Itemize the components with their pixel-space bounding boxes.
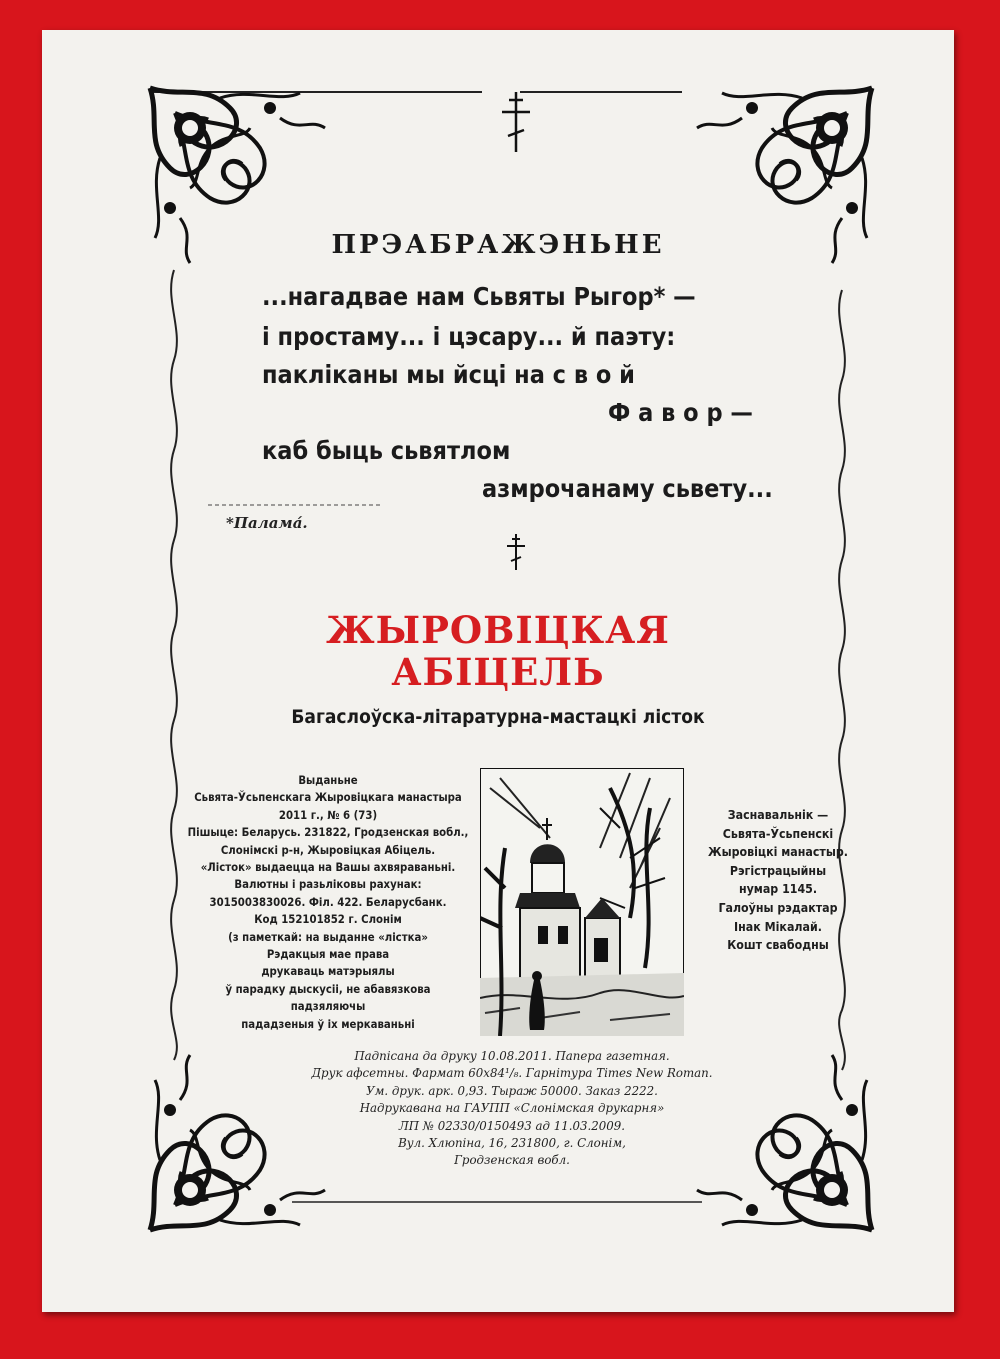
- imprint-line: Надрукавана на ГАУПП «Слонімская друкарня»: [359, 1101, 665, 1116]
- founder-info-line: нумар 1145.: [738, 882, 818, 897]
- publisher-info-line: ў парадку дыскусіі, не абавязкова: [225, 982, 431, 996]
- publisher-info-line: 2011 г., № 6 (73): [278, 808, 378, 822]
- poem-line-4: Ф а в о р —: [608, 398, 753, 427]
- orthodox-cross-icon: [502, 92, 530, 152]
- imprint-line: Друк афсетны. Фармат 60x84¹/₈. Гарнітура Times New Roman.: [311, 1066, 713, 1081]
- imprint-line: Падпісана да друку 10.08.2011. Папера газетная.: [354, 1049, 670, 1063]
- poem-line-3: пакліканы мы йсці на с в о й: [262, 360, 635, 389]
- publisher-info-line: «Лісток» выдаецца на Вашы ахвяраваньні.: [200, 861, 456, 875]
- imprint-line: Вул. Хлюпіна, 16, 231800, г. Слонім,: [398, 1136, 626, 1151]
- publisher-info-line: Сьвята-Ўсьпенскага Жыровіцкага манастыра: [194, 791, 462, 805]
- page-title: ПРЭАБРАЖЭНЬНЕ: [331, 230, 665, 260]
- publisher-info-line: 3015003830026. Філ. 422. Беларусбанк.: [209, 895, 447, 909]
- publisher-info-line: друкаваць матэрыялы: [261, 965, 395, 979]
- imprint-line: ЛП № 02330/0150493 ад 11.03.2009.: [398, 1118, 626, 1133]
- publisher-info-line: Пішыце: Беларусь. 231822, Гродзенская вобл.,: [187, 826, 469, 840]
- founder-info-line: Рэгістрацыйны: [729, 863, 827, 878]
- brand-title-line-2: АБІЦЕЛЬ: [391, 650, 605, 694]
- leaflet-subtitle: Багаслоўска-літаратурна-мастацкі лісток: [291, 706, 705, 728]
- imprint-line: Гродзенская вобл.: [454, 1153, 570, 1168]
- publisher-info-line: (з паметкай: на выданне «лістка»: [228, 930, 428, 944]
- founder-info-line: Кошт свабодны: [727, 938, 829, 953]
- monastery-church-illustration: [480, 768, 684, 1036]
- founder-info-line: Заснавальнік —: [727, 808, 829, 822]
- publisher-info-line: Валютны і разьліковы рахунак:: [234, 878, 422, 892]
- poem-line-6: азмрочанаму сьвету...: [482, 474, 773, 503]
- publisher-info-line: Выданьне: [298, 774, 358, 787]
- publisher-info-line: Код 152101852 г. Слонім: [254, 913, 402, 927]
- publisher-info-line: Слонімскі р-н, Жыровіцкая Абіцель.: [220, 843, 436, 857]
- founder-info-line: Жыровіцкі манастыр.: [708, 845, 848, 860]
- poem-line-5: каб быць сьвятлом: [262, 436, 511, 465]
- leaflet-page: [42, 30, 954, 1312]
- imprint-line: Ум. друк. арк. 0,93. Тыраж 50000. Заказ 2222.: [366, 1083, 658, 1098]
- poem-line-2: і простаму... і цэсару... й паэту:: [262, 322, 676, 351]
- publisher-info: [172, 772, 484, 1033]
- publisher-info-line: пададзеныя ў іх меркаваньні: [241, 1017, 415, 1031]
- founder-info-line: Інак Мікалай.: [734, 919, 822, 934]
- poem-line-1: ...нагадвае нам Сьвяты Рыгор* —: [262, 282, 696, 311]
- brand-title-line-1: ЖЫРОВІЦКАЯ: [326, 608, 670, 652]
- founder-info-line: Галоўны рэдактар: [718, 900, 838, 915]
- founder-info-line: Сьвята-Ўсьпенскі: [722, 826, 834, 841]
- founder-info: [688, 806, 868, 955]
- small-cross-icon: [507, 534, 525, 570]
- publisher-info-line: Рэдакцыя мае права: [266, 948, 390, 962]
- imprint-details: [282, 1048, 742, 1170]
- publisher-info-line: падзяляючы: [290, 1000, 366, 1014]
- footnote: *Палама́.: [226, 514, 308, 532]
